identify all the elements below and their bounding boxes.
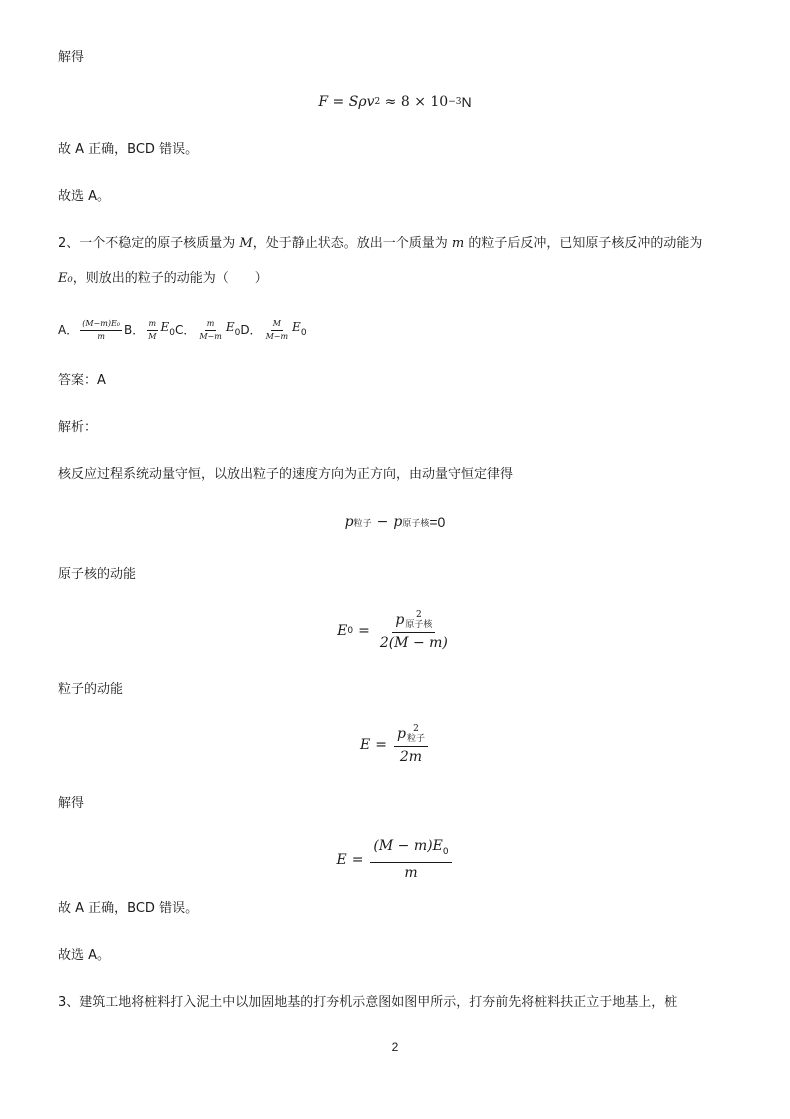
option-c-label: C． (174, 323, 196, 337)
answer-options: A． $\frac{\text{(M−m)E₀}}{m}$ B． $\frac{m}{M}$ $E_0$ C． $\frac{m}{M-m}$ $E_0$ D． $\frac{M}{M-m}$ $E_0$ (58, 318, 307, 341)
text-choose-2: 故选 A。 (58, 948, 111, 963)
option-d-label: D． (240, 323, 262, 337)
text-conclusion-1: 故 A 正确，BCD 错误。 (58, 142, 199, 157)
text-nucleus-kinetic-energy: 原子核的动能 (58, 567, 137, 582)
equation-force: F = Sρv 2 ≈ 8 × 10 −3 N (318, 94, 472, 110)
text-choose-1: 故选 A。 (58, 189, 111, 204)
text-particle-kinetic-energy: 粒子的动能 (58, 682, 124, 697)
option-a-fraction: $\frac{\text{(M−m)E₀}}{m}$ (82, 318, 120, 341)
equation-final-energy: E = $\frac{(M - m)E_0}{m}$ (0, 838, 790, 881)
text-analysis: 解析： (58, 420, 98, 435)
text-conclusion-2: 故 A 正确，BCD 错误。 (58, 901, 199, 916)
question-2-line-1: 2、一个不稳定的原子核质量为 M，处于静止状态。放出一个质量为 m 的粒子后反冲，已知原子核反冲的动能为 (58, 236, 703, 251)
text-jiede-1: 解得 (58, 50, 85, 65)
text-jiede-2: 解得 (58, 796, 85, 811)
page-number: 2 (391, 1040, 399, 1054)
option-b-label: B． (124, 323, 145, 337)
equation-momentum: p 粒子 − p 原子核 =0 (344, 514, 446, 530)
text-momentum-conservation: 核反应过程系统动量守恒，以放出粒子的速度方向为正方向，由动量守恒定律得 (58, 467, 514, 482)
option-d-fraction: $\frac{M}{M-m}$ (265, 318, 289, 341)
question-2-line-2: E₀，则放出的粒子的动能为（ ） (58, 271, 268, 286)
option-b-fraction: $\frac{m}{M}$ (148, 318, 157, 341)
option-a-label: A． (58, 323, 79, 337)
question-3-line-1: 3、建筑工地将桩料打入泥土中以加固地基的打夯机示意图如图甲所示，打夯前先将桩料扶正立于地基上，桩 (58, 995, 678, 1010)
equation-particle-energy: E = p 2 粒子 2m (0, 724, 790, 765)
option-c-fraction: $\frac{m}{M-m}$ (199, 318, 222, 341)
equation-nucleus-energy: E 0 = p 2 原子核 2(M − m) (337, 610, 448, 651)
text-answer: 答案：A (58, 373, 106, 388)
